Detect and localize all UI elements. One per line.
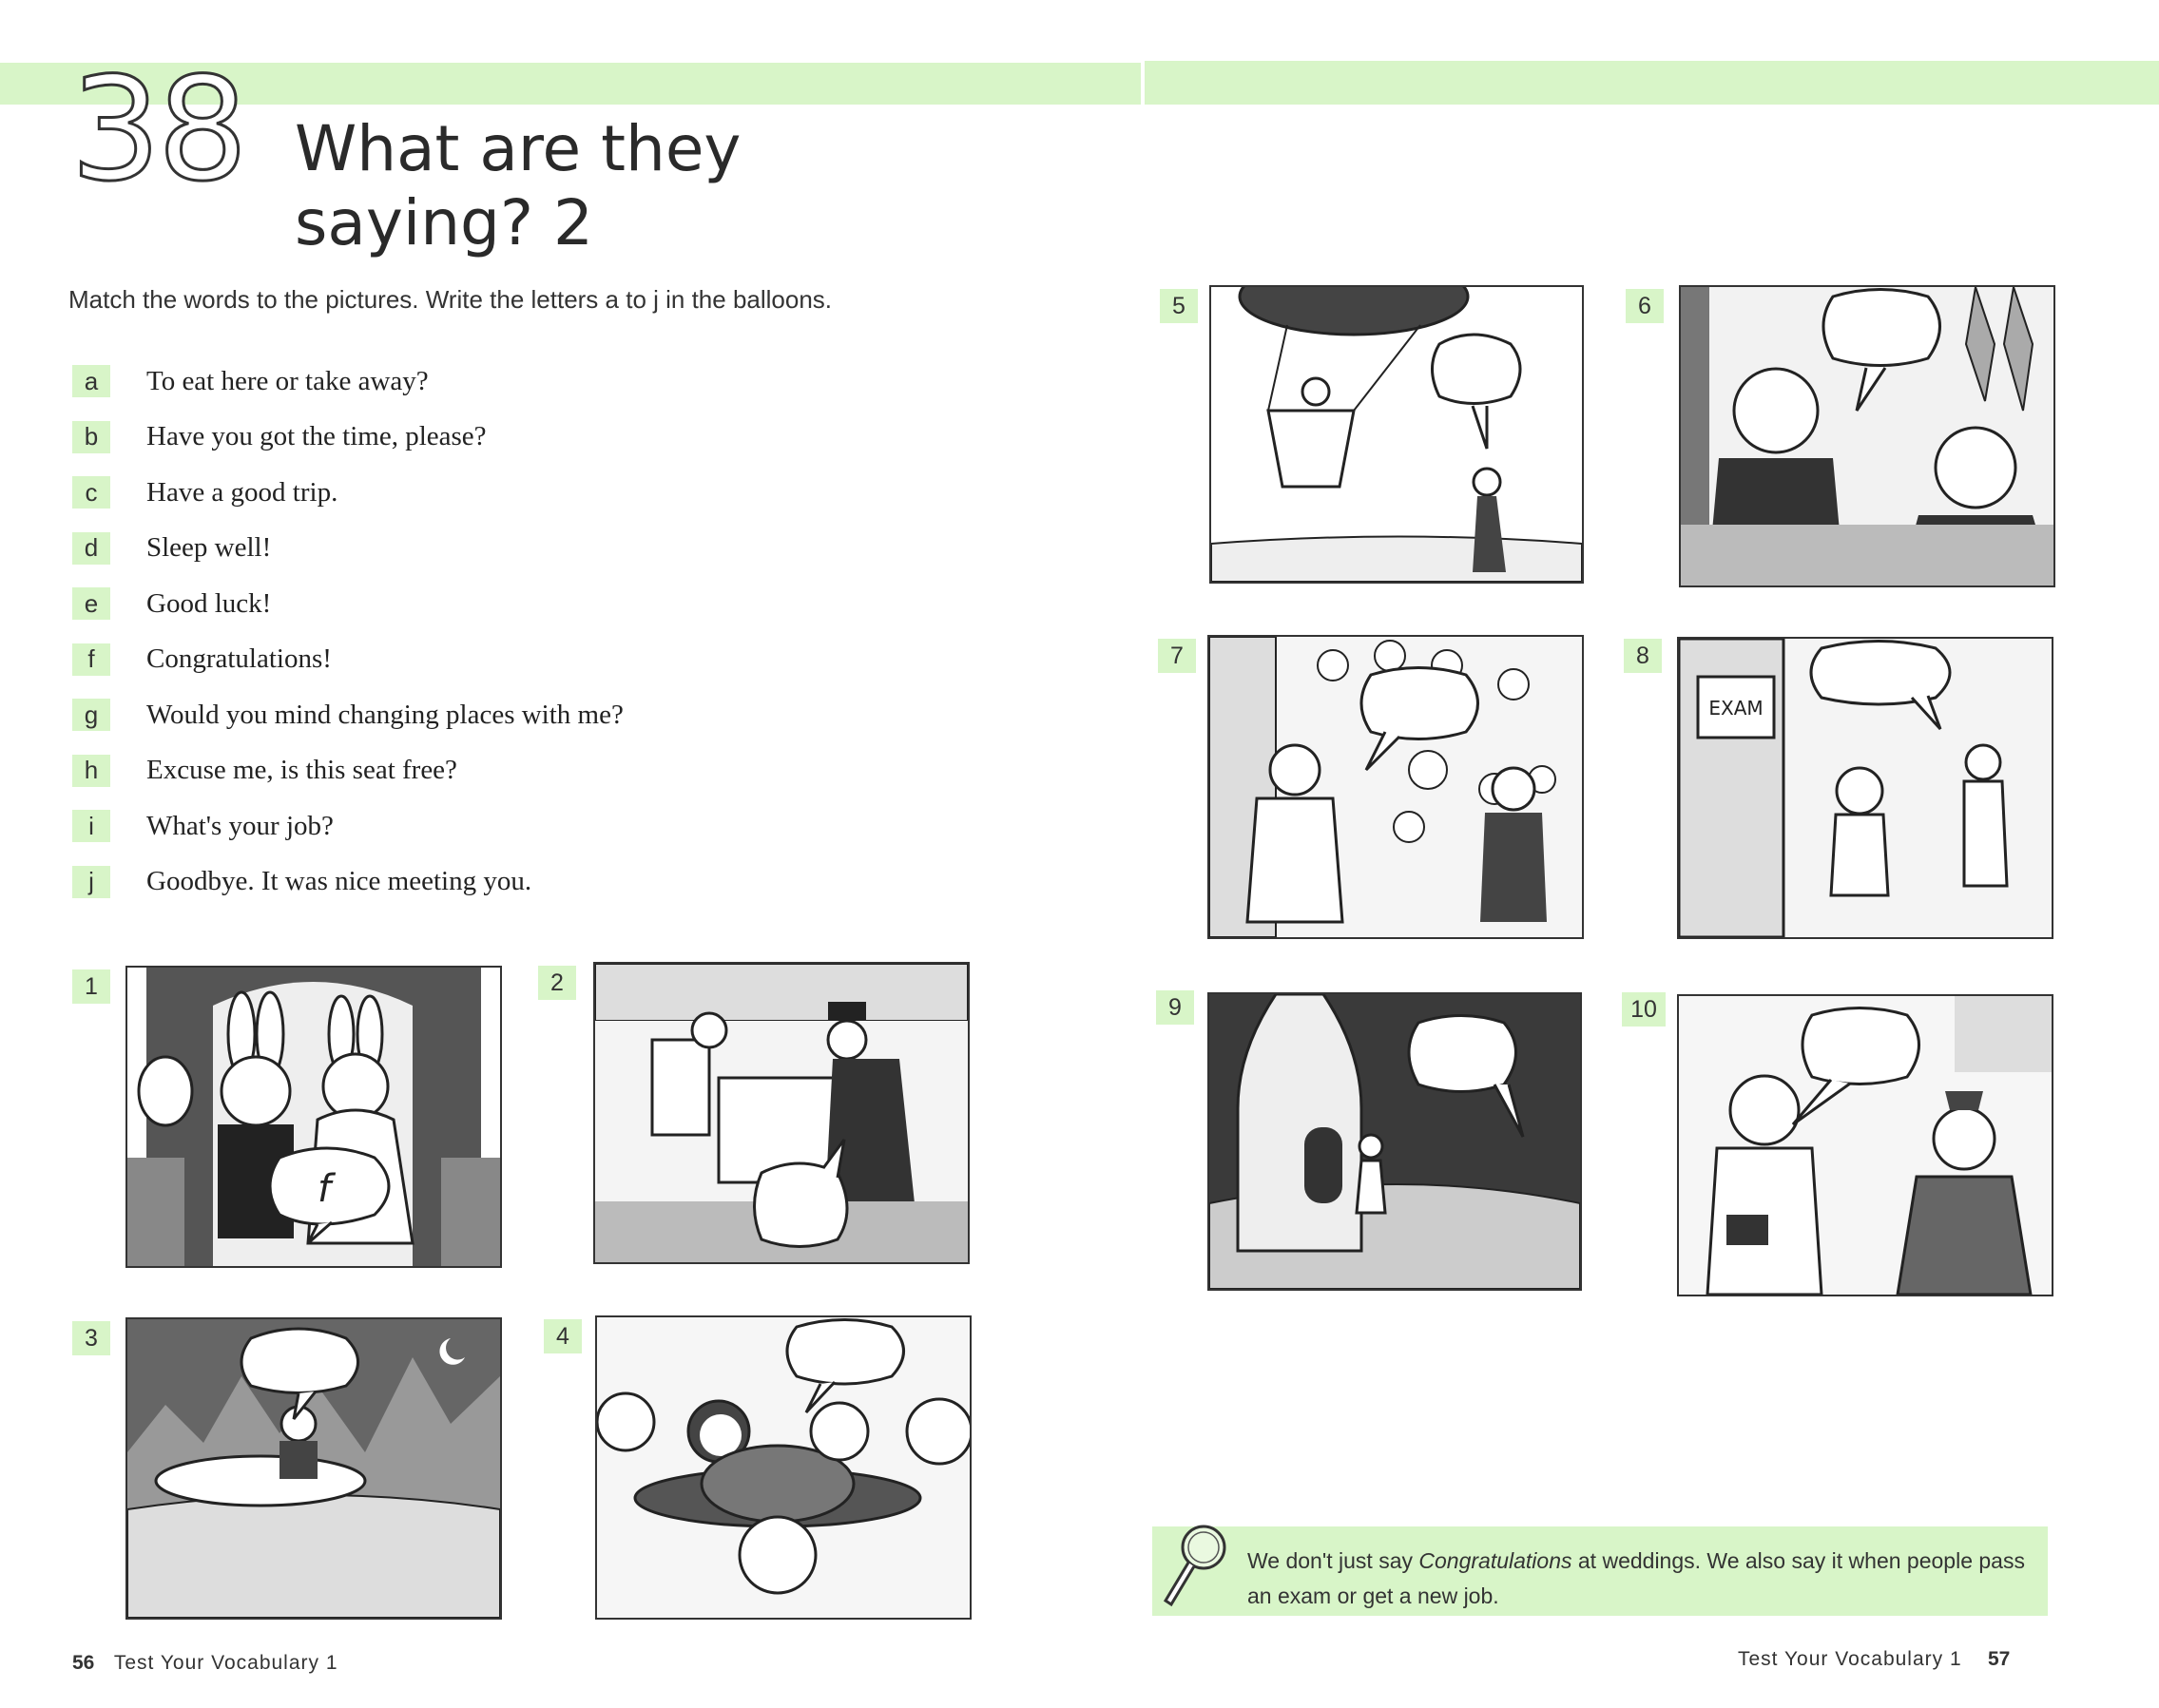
picture-number-4: 4 xyxy=(544,1319,582,1353)
unit-number: 38 xyxy=(70,48,244,213)
tip-text-end: at weddings. We also say it when people pass an exam or get a new job. xyxy=(1247,1548,2025,1608)
picture-number-2: 2 xyxy=(538,966,576,1000)
phrase-text: What's your job? xyxy=(146,810,334,841)
picture-panel-8 xyxy=(1677,637,2053,939)
rocket-moon-illustration xyxy=(1209,994,1580,1289)
phrase-item xyxy=(72,354,624,410)
exam-door-illustration xyxy=(1679,639,2052,937)
picture-number-8: 8 xyxy=(1624,639,1662,673)
phrase-item xyxy=(72,798,624,854)
phrase-text: Excuse me, is this seat free? xyxy=(146,755,457,786)
phrase-letter: j xyxy=(72,866,110,898)
phrase-letter: i xyxy=(72,810,110,842)
phrase-item xyxy=(72,465,624,521)
page-title: What are they saying? 2 xyxy=(295,112,742,259)
fish-shop-cats-illustration xyxy=(1681,287,2053,585)
picture-panel-3 xyxy=(125,1317,502,1620)
phrase-item xyxy=(72,632,624,688)
phrase-item xyxy=(72,576,624,632)
phrase-text: Goodbye. It was nice meeting you. xyxy=(146,866,532,897)
picture-number-1: 1 xyxy=(72,969,110,1004)
phrase-letter: g xyxy=(72,699,110,731)
book-title-left: Test Your Vocabulary 1 xyxy=(113,1652,338,1674)
header-band-right xyxy=(1145,61,2159,105)
footer-right xyxy=(1738,1648,2010,1671)
phrase-letter: f xyxy=(72,643,110,676)
phrase-text: Good luck! xyxy=(146,587,272,619)
wedding-rabbits-illustration xyxy=(127,968,500,1266)
phrase-letter: c xyxy=(72,476,110,509)
photographer-queen-illustration xyxy=(1679,996,2052,1295)
page-number-right: 57 xyxy=(1988,1648,2011,1670)
phrase-text: Have a good trip. xyxy=(146,476,338,508)
phrase-letter: b xyxy=(72,421,110,453)
picture-number-5: 5 xyxy=(1160,289,1198,323)
picture-number-10: 10 xyxy=(1622,992,1666,1027)
picture-panel-1 xyxy=(125,966,502,1268)
picture-panel-7 xyxy=(1207,635,1584,939)
picture-panel-9 xyxy=(1207,992,1582,1291)
phrase-text: Sleep well! xyxy=(146,532,272,564)
crowd-hat-illustration xyxy=(597,1317,970,1618)
picture-number-3: 3 xyxy=(72,1321,110,1355)
picture-panel-2 xyxy=(593,962,970,1264)
picture-panel-10 xyxy=(1677,994,2053,1296)
phrase-item xyxy=(72,743,624,799)
balloon-answer: f xyxy=(318,1167,332,1211)
picture-number-6: 6 xyxy=(1626,289,1664,323)
tip-text-start: We don't just say xyxy=(1247,1548,1419,1573)
tip-text xyxy=(1247,1544,2036,1614)
phrase-text: Have you got the time, please? xyxy=(146,421,487,452)
phrase-letter: h xyxy=(72,755,110,787)
phrase-item xyxy=(72,687,624,743)
exam-sign: EXAM xyxy=(1708,697,1764,720)
camping-night-illustration xyxy=(127,1319,500,1618)
clock-shop-illustration xyxy=(1209,637,1582,937)
hot-air-balloon-illustration xyxy=(1211,287,1582,582)
picture-panel-5 xyxy=(1209,285,1584,584)
tip-text-emphasis: Congratulations xyxy=(1418,1548,1572,1573)
phrase-letter: e xyxy=(72,587,110,620)
phrase-text: To eat here or take away? xyxy=(146,365,429,396)
picture-panel-6 xyxy=(1679,285,2055,587)
phrase-item xyxy=(72,521,624,577)
phrase-letter: a xyxy=(72,365,110,397)
tip-box xyxy=(1152,1526,2048,1616)
phrase-letter: d xyxy=(72,532,110,565)
picture-panel-4 xyxy=(595,1315,972,1620)
page-number-left: 56 xyxy=(72,1652,95,1674)
footer-left xyxy=(72,1652,338,1675)
phrase-item xyxy=(72,854,624,911)
phrase-list xyxy=(72,354,624,910)
phrase-text: Would you mind changing places with me? xyxy=(146,699,624,730)
picture-number-7: 7 xyxy=(1158,639,1196,673)
train-carriage-illustration xyxy=(595,964,968,1262)
picture-number-9: 9 xyxy=(1156,990,1194,1025)
phrase-text: Congratulations! xyxy=(146,643,332,675)
magnifier-icon xyxy=(1156,1519,1232,1614)
instruction-text: Match the words to the pictures. Write the letters a to j in the balloons. xyxy=(68,285,833,314)
phrase-item xyxy=(72,410,624,466)
book-title-right: Test Your Vocabulary 1 xyxy=(1738,1648,1962,1670)
